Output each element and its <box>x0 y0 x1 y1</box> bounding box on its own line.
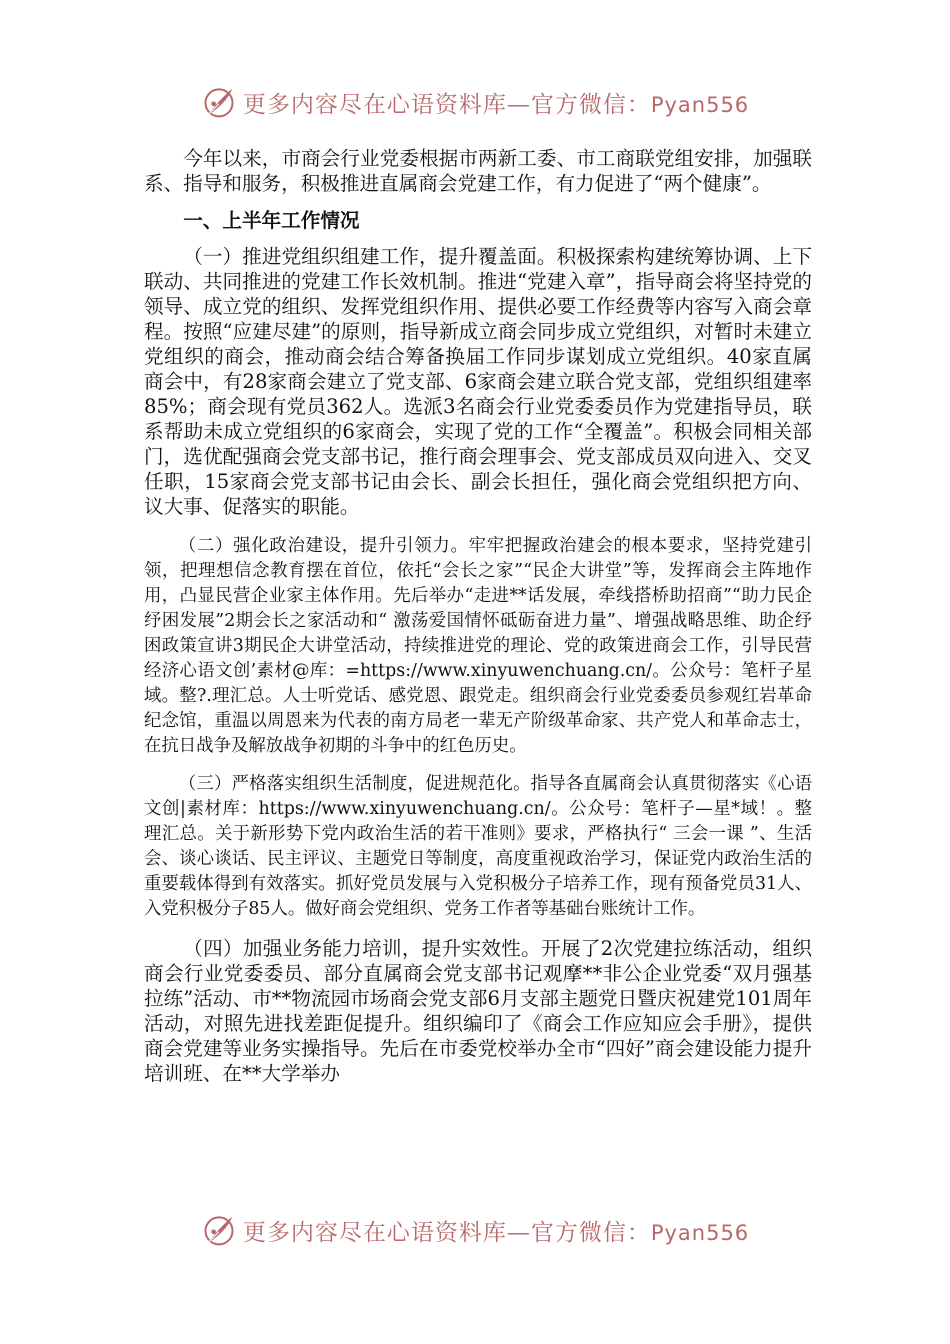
watermark-text: 更多内容尽在心语资料库—官方微信：Pyan556 <box>242 1219 750 1246</box>
wechat-id: Pyan556 <box>650 1220 750 1245</box>
pen-quill-logo-icon <box>201 1212 237 1248</box>
wechat-id: Pyan556 <box>650 92 750 117</box>
paragraph-2: （二）强化政治建设，提升引领力。牢牢把握政治建会的根本要求，坚持党建引领，把理想信念教育摆在首位，依托“会长之家”“民企大讲堂”等，发挥商会主阵地作用，凸显民营企业家主体作用。先后举办“走进**话发展，牵线搭桥助招商”“助力民企纾困发展”2期会长之家活动和“ 激荡爱国情怀砥砺奋进力量”、增强战略思维、助企纾困政策宣讲3期民企大讲堂活动，持续推进党的理论、党的政策进商会工作，引导民营经济心语文创’素材@库：=https://www.xinyuwenchuang.cn/。公众号：笔杆子星域。整?.理汇总。人士听党话、感党恩、跟党走。组织商会行业党委委员参观红岩革命纪念馆，重温以周恩来为代表的南方局老一辈无产阶级革命家、共产党人和革命志士，在抗日战争及解放战争初期的斗争中的红色历史。 <box>144 536 812 756</box>
section-heading: 一、上半年工作情况 <box>183 209 360 232</box>
watermark-banner-top <box>0 80 950 124</box>
pen-quill-logo-icon <box>201 84 237 120</box>
paragraph-3: （三）严格落实组织生活制度，促进规范化。指导各直属商会认真贯彻落实《心语文创|素材库：https://www.xinyuwenchuang.cn/。公众号：笔杆子—星*域！。整理汇总。关于新形势下党内政治生活的若干准则》要求，严格执行“ 三会一课 ”、生活会、谈心谈话、民主评议、主题党日等制度，高度重视政治学习，保证党内政治生活的重要载体得到有效落实。抓好党员发展与入党积极分子培养工作，现有预备党员31人、入党积极分子85人。做好商会党组织、党务工作者等基础台账统计工作。 <box>144 774 812 919</box>
intro-paragraph: 今年以来，市商会行业党委根据市两新工委、市工商联党组安排，加强联系、指导和服务，积极推进直属商会党建工作，有力促进了“两个健康”。 <box>144 147 812 195</box>
document-body <box>144 146 812 1086</box>
paragraph-4: （四）加强业务能力培训，提升实效性。开展了2次党建拉练活动，组织商会行业党委委员、部分直属商会党支部书记观摩**非公企业党委“双月强基拉练”活动、市**物流园市场商会党支部6月支部主题党日暨庆祝建党101周年活动，对照先进找差距促提升。组织编印了《商会工作应知应会手册》，提供商会党建等业务实操指导。先后在市委党校举办全市“四好”商会建设能力提升培训班、在**大学举办 <box>144 937 812 1085</box>
watermark-text: 更多内容尽在心语资料库—官方微信：Pyan556 <box>242 91 750 118</box>
paragraph-1: （一）推进党组织组建工作，提升覆盖面。积极探索构建统筹协调、上下联动、共同推进的党建工作长效机制。推进“党建入章”，指导商会将坚持党的领导、成立党的组织、发挥党组织作用、提供必要工作经费等内容写入商会章程。按照“应建尽建”的原则，指导新成立商会同步成立党组织，对暂时未建立党组织的商会，推动商会结合筹备换届工作同步谋划成立党组织。40家直属商会中，有28家商会建立了党支部、6家商会建立联合党支部，党组织组建率85%；商会现有党员362人。选派3名商会行业党委委员作为党建指导员，联系帮助未成立党组织的6家商会，实现了党的工作“全覆盖”。积极会同相关部门，选优配强商会党支部书记，推行商会理事会、党支部成员双向进入、交叉任职，15家商会党支部书记由会长、副会长担任，强化商会党组织把方向、议大事、促落实的职能。 <box>144 245 812 518</box>
watermark-banner-bottom <box>0 1208 950 1252</box>
